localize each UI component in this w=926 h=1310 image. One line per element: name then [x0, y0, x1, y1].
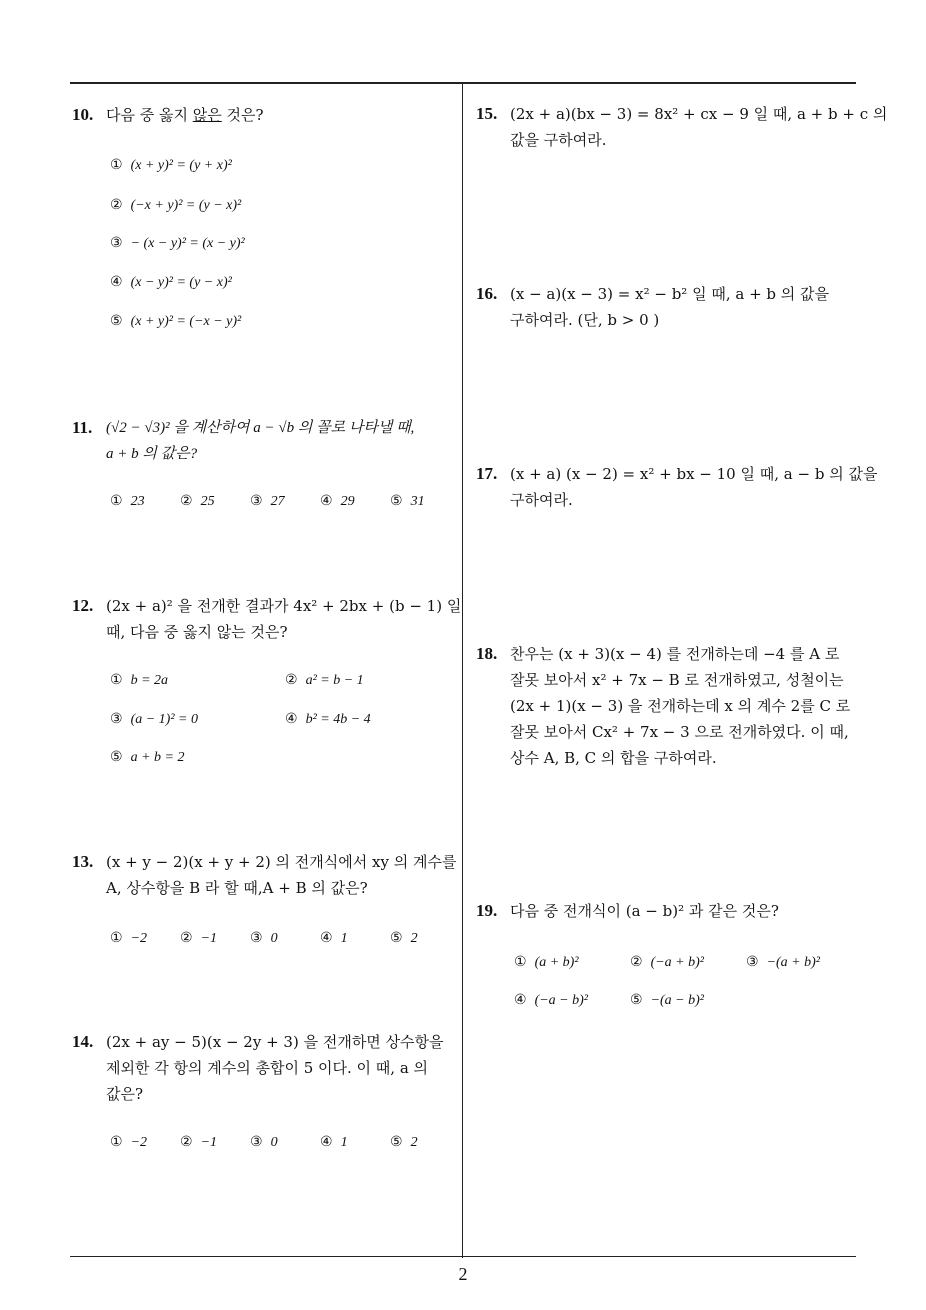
option-3[interactable]: ③ 0: [250, 931, 278, 946]
question-number: 16.: [476, 284, 498, 303]
option-1[interactable]: ① (x + y)² = (y + x)²: [110, 158, 232, 173]
option-5[interactable]: ⑤ 2: [390, 1135, 418, 1150]
question-number: 11.: [72, 418, 93, 437]
question-number: 12.: [72, 596, 94, 615]
option-2[interactable]: ② −1: [180, 1135, 218, 1150]
option-2[interactable]: ② a² = b − 1: [285, 673, 364, 688]
question-15: 15. (2x + a)(bx − 3) = 8x² + cx − 9 일 때, a + b + c 의 값을 구하여라.: [476, 101, 861, 153]
option-4[interactable]: ④ 1: [320, 1135, 348, 1150]
option-1[interactable]: ① b = 2a: [110, 673, 169, 688]
question-11: 11. (√2 − √3)² 을 계산하여 a − √b 의 꼴로 나타낼 때, a + b 의 값은?: [72, 415, 452, 467]
question-number: 15.: [476, 104, 498, 123]
option-3[interactable]: ③ −(a + b)²: [746, 955, 820, 970]
option-3[interactable]: ③ (a − 1)² = 0: [110, 712, 198, 727]
question-number: 10.: [72, 105, 94, 124]
underlined-word: 않은: [192, 106, 222, 124]
option-4[interactable]: ④ 1: [320, 931, 348, 946]
question-19: 19. 다음 중 전개식이 (a − b)² 과 같은 것은?: [476, 898, 861, 924]
question-17: 17. (x + a) (x − 2) = x² + bx − 10 일 때, a − b 의 값을 구하여라.: [476, 461, 861, 513]
question-14: 14. (2x + ay − 5)(x − 2y + 3) 을 전개하면 상수항을 제외한 각 항의 계수의 총합이 5 이다. 이 때, a 의 값은?: [72, 1029, 452, 1107]
option-4[interactable]: ④ (−a − b)²: [514, 993, 588, 1008]
option-2[interactable]: ② 25: [180, 494, 215, 509]
option-1[interactable]: ① 23: [110, 494, 145, 509]
option-3[interactable]: ③ 0: [250, 1135, 278, 1150]
question-number: 13.: [72, 852, 94, 871]
top-rule: [70, 82, 856, 84]
option-1[interactable]: ① −2: [110, 931, 148, 946]
option-2[interactable]: ② (−x + y)² = (y − x)²: [110, 198, 242, 213]
option-1[interactable]: ① −2: [110, 1135, 148, 1150]
question-number: 14.: [72, 1032, 94, 1051]
option-5[interactable]: ⑤ 2: [390, 931, 418, 946]
option-5[interactable]: ⑤ a + b = 2: [110, 750, 185, 765]
option-4[interactable]: ④ b² = 4b − 4: [285, 712, 371, 727]
page-number: 2: [458, 1264, 468, 1284]
bottom-rule: [70, 1256, 856, 1257]
option-4[interactable]: ④ (x − y)² = (y − x)²: [110, 275, 232, 290]
option-4[interactable]: ④ 29: [320, 494, 355, 509]
question-number: 19.: [476, 901, 498, 920]
question-number: 18.: [476, 644, 498, 663]
option-5[interactable]: ⑤ −(a − b)²: [630, 993, 704, 1008]
question-10: 10. 다음 중 옳지 않은 것은?: [72, 102, 452, 128]
column-divider: [462, 84, 463, 1258]
option-3[interactable]: ③ − (x − y)² = (x − y)²: [110, 236, 245, 251]
option-5[interactable]: ⑤ (x + y)² = (−x − y)²: [110, 314, 242, 329]
question-13: 13. (x + y − 2)(x + y + 2) 의 전개식에서 xy 의 계수를 A, 상수항을 B 라 할 때,A + B 의 값은?: [72, 849, 452, 901]
question-16: 16. (x − a)(x − 3) = x² − b² 일 때, a + b 의 값을 구하여라. (단, b > 0 ): [476, 281, 861, 333]
option-2[interactable]: ② −1: [180, 931, 218, 946]
question-12: 12. (2x + a)² 을 전개한 결과가 4x² + 2bx + (b − 1) 일 때, 다음 중 옳지 않는 것은?: [72, 593, 452, 645]
option-3[interactable]: ③ 27: [250, 494, 285, 509]
option-5[interactable]: ⑤ 31: [390, 494, 425, 509]
question-18: 18. 찬우는 (x + 3)(x − 4) 를 전개하는데 −4 를 A 로 잘못 보아서 x² + 7x − B 로 전개하였고, 성철이는 (2x + 1)(x − 3) 을 전개하는데 x 의 계수 2를 C 로 잘못 보아서 Cx² + 7x − 3 으로 전개하였다. 이 때, 상수 A, B, C 의 합을 구하여라.: [476, 641, 861, 771]
question-number: 17.: [476, 464, 498, 483]
option-2[interactable]: ② (−a + b)²: [630, 955, 704, 970]
option-1[interactable]: ① (a + b)²: [514, 955, 579, 970]
